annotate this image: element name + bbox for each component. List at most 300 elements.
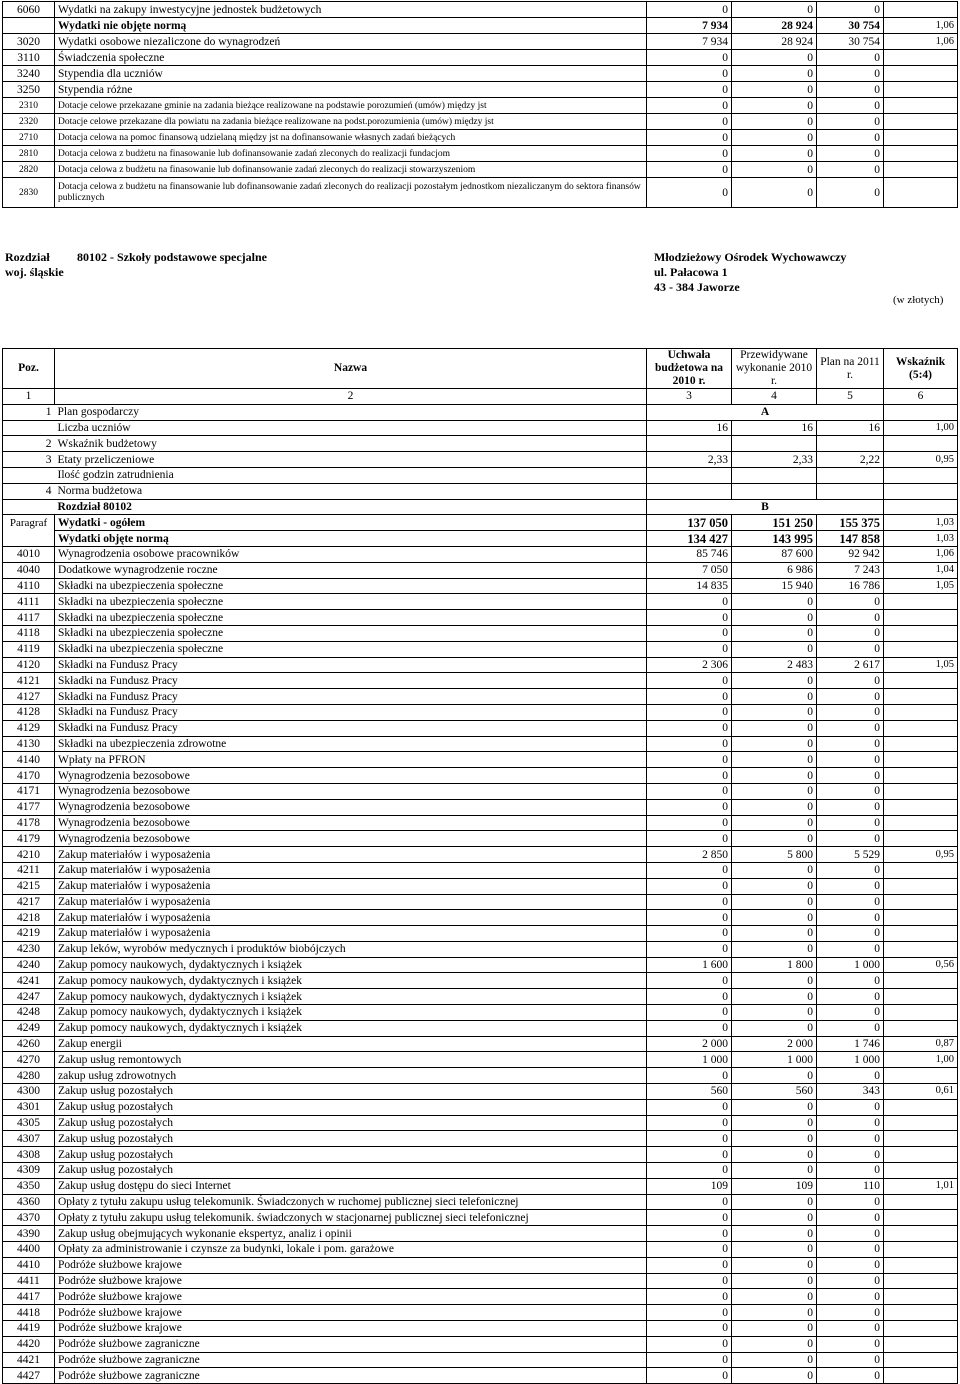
value-c5: 2,22	[817, 452, 884, 468]
row-name: Składki na ubezpieczenia społeczne	[55, 641, 647, 657]
value-c4: 0	[732, 878, 817, 894]
value-c3: 0	[647, 799, 732, 815]
value-c3: 0	[647, 130, 732, 146]
value-c4: 0	[732, 625, 817, 641]
row-name: Wynagrodzenia bezosobowe	[55, 815, 647, 831]
value-c4: 28 924	[732, 34, 817, 50]
value-c6	[884, 1352, 958, 1368]
paragraf-code: 4121	[3, 673, 55, 689]
value-c5	[817, 483, 884, 499]
value-c6	[884, 1257, 958, 1273]
value-c3: 0	[647, 704, 732, 720]
row-name: Podróże służbowe krajowe	[55, 1257, 647, 1273]
plan-row	[3, 483, 958, 499]
row-name: Podróże służbowe krajowe	[55, 1273, 647, 1289]
main-budget-table	[2, 348, 958, 1384]
position-number	[3, 420, 55, 436]
paragraf-code: 4215	[3, 878, 55, 894]
value-c3: 109	[647, 1178, 732, 1194]
row-name: Wynagrodzenia bezosobowe	[55, 799, 647, 815]
value-c5: 0	[817, 720, 884, 736]
row-name: Dotacja celowa na pomoc finansową udzielaną między jst na dofinansowanie własnych zadań bieżących	[55, 130, 647, 146]
paragraf-code: 4219	[3, 926, 55, 942]
value-c3: 0	[647, 1163, 732, 1179]
row-name: Podróże służbowe krajowe	[55, 1289, 647, 1305]
value-c6: 0,95	[884, 452, 958, 468]
value-c5: 0	[817, 926, 884, 942]
paragraf-code: 4211	[3, 862, 55, 878]
table-row	[3, 847, 958, 863]
value-c4: 0	[732, 941, 817, 957]
value-c6	[884, 973, 958, 989]
value-c5: 0	[817, 752, 884, 768]
value-c4: 0	[732, 894, 817, 910]
unit-street: ul. Pałacowa 1	[654, 265, 728, 279]
table-row	[3, 641, 958, 657]
value-c5: 0	[817, 1336, 884, 1352]
value-c6: 1,00	[884, 420, 958, 436]
value-c3: 0	[647, 50, 732, 66]
paragraf-code: 3020	[3, 34, 55, 50]
row-name: Podróże służbowe zagraniczne	[55, 1352, 647, 1368]
row-name: Opłaty z tytułu zakupu usług telekomunik. świadczonych w stacjonarnej publicznej sieci telefonicznej	[55, 1210, 647, 1226]
plan-row	[3, 467, 958, 483]
position-number: 3	[3, 452, 55, 468]
value-c6: 1,05	[884, 657, 958, 673]
value-c6	[884, 799, 958, 815]
paragraf-code: 4140	[3, 752, 55, 768]
value-c6	[884, 641, 958, 657]
empty-cell	[884, 404, 958, 420]
paragraf-code: 4177	[3, 799, 55, 815]
value-c5: 0	[817, 1305, 884, 1321]
value-c4: 2,33	[732, 452, 817, 468]
column-number: 2	[55, 389, 647, 405]
value-c3: 0	[647, 926, 732, 942]
value-c4: 0	[732, 1273, 817, 1289]
table-row	[3, 831, 958, 847]
table-row	[3, 783, 958, 799]
value-c5: 0	[817, 50, 884, 66]
value-c4: 0	[732, 1257, 817, 1273]
row-name: Składki na ubezpieczenia zdrowotne	[55, 736, 647, 752]
value-c5: 30 754	[817, 18, 884, 34]
row-name: Zakup usług pozostałych	[55, 1131, 647, 1147]
value-c6	[884, 1131, 958, 1147]
value-c3: 0	[647, 894, 732, 910]
value-c4: 143 995	[732, 531, 817, 547]
col-header-nazwa: Nazwa	[55, 349, 647, 389]
row-name: Wynagrodzenia bezosobowe	[55, 831, 647, 847]
value-c4: 0	[732, 1242, 817, 1258]
paragraf-code: 4417	[3, 1289, 55, 1305]
value-c6	[884, 1020, 958, 1036]
value-c6	[884, 1099, 958, 1115]
paragraf-code: 4308	[3, 1147, 55, 1163]
value-c6	[884, 1321, 958, 1337]
value-c3	[647, 467, 732, 483]
row-name: Wydatki nie objęte normą	[55, 18, 647, 34]
value-c3: 0	[647, 689, 732, 705]
table-row	[3, 704, 958, 720]
table-row	[3, 941, 958, 957]
value-c5: 0	[817, 1368, 884, 1384]
table-row	[3, 1147, 958, 1163]
summary-label: Wydatki objęte normą	[55, 531, 647, 547]
value-c6	[884, 114, 958, 130]
value-c3: 7 050	[647, 562, 732, 578]
value-c4: 0	[732, 673, 817, 689]
value-c3: 0	[647, 625, 732, 641]
value-c5: 0	[817, 736, 884, 752]
value-c4	[732, 467, 817, 483]
table-row	[3, 1305, 958, 1321]
table-row	[3, 1226, 958, 1242]
value-c5: 0	[817, 98, 884, 114]
paragraf-code: 4217	[3, 894, 55, 910]
value-c4: 0	[732, 66, 817, 82]
value-c3: 0	[647, 941, 732, 957]
plan-row	[3, 452, 958, 468]
value-c6: 0,95	[884, 847, 958, 863]
paragraf-code: 4120	[3, 657, 55, 673]
table-row	[3, 1020, 958, 1036]
value-c5: 0	[817, 1352, 884, 1368]
row-name: Zakup usług pozostałych	[55, 1163, 647, 1179]
table-row	[3, 34, 958, 50]
paragraf-code: 2820	[3, 162, 55, 178]
value-c4: 0	[732, 1068, 817, 1084]
value-c6	[884, 736, 958, 752]
value-c6	[884, 1242, 958, 1258]
paragraf-code: 4218	[3, 910, 55, 926]
row-name: Dotacja celowa z budżetu na finasowanie lub dofinansowanie zadań zleconych do realizacji stowarzyszeniom	[55, 162, 647, 178]
row-name: Wpłaty na PFRON	[55, 752, 647, 768]
value-c4: 0	[732, 1020, 817, 1036]
value-c6	[884, 82, 958, 98]
value-c4: 151 250	[732, 515, 817, 531]
row-name: Składki na ubezpieczenia społeczne	[55, 610, 647, 626]
table-row	[3, 1084, 958, 1100]
plan-row	[3, 499, 958, 515]
value-c5: 0	[817, 1257, 884, 1273]
value-c4: 0	[732, 926, 817, 942]
table-row	[3, 1115, 958, 1131]
value-c5: 0	[817, 1321, 884, 1337]
value-c3: 0	[647, 910, 732, 926]
table-row	[3, 1242, 958, 1258]
column-number: 3	[647, 389, 732, 405]
paragraf-code: 4248	[3, 1005, 55, 1021]
table-row	[3, 1210, 958, 1226]
value-c5: 0	[817, 1194, 884, 1210]
value-c4: 0	[732, 162, 817, 178]
row-name: Składki na ubezpieczenia społeczne	[55, 625, 647, 641]
value-c5: 0	[817, 641, 884, 657]
value-c5: 1 000	[817, 1052, 884, 1068]
value-c4: 0	[732, 1099, 817, 1115]
value-c3: 0	[647, 178, 732, 208]
value-c3: 0	[647, 1068, 732, 1084]
voivodeship: woj. śląskie	[5, 265, 64, 279]
value-c4: 6 986	[732, 562, 817, 578]
value-c6	[884, 926, 958, 942]
row-name: Zakup pomocy naukowych, dydaktycznych i książek	[55, 973, 647, 989]
value-c5: 0	[817, 146, 884, 162]
value-c6	[884, 783, 958, 799]
value-c3	[647, 483, 732, 499]
value-c5: 0	[817, 1226, 884, 1242]
row-name: Zakup materiałów i wyposażenia	[55, 847, 647, 863]
value-c6	[884, 483, 958, 499]
table-row	[3, 1336, 958, 1352]
value-c6	[884, 625, 958, 641]
paragraf-code: 2710	[3, 130, 55, 146]
value-c6	[884, 594, 958, 610]
value-c6	[884, 989, 958, 1005]
value-c4: 0	[732, 768, 817, 784]
row-name: Zakup materiałów i wyposażenia	[55, 878, 647, 894]
value-c5: 30 754	[817, 34, 884, 50]
value-c4	[732, 483, 817, 499]
paragraf-code: 4170	[3, 768, 55, 784]
table-row	[3, 1178, 958, 1194]
value-c4: 0	[732, 720, 817, 736]
paragraf-code: 4350	[3, 1178, 55, 1194]
row-name: Świadczenia społeczne	[55, 50, 647, 66]
table-row	[3, 50, 958, 66]
empty-cell	[884, 499, 958, 515]
value-c3: 2,33	[647, 452, 732, 468]
value-c5: 0	[817, 610, 884, 626]
value-c5: 0	[817, 973, 884, 989]
column-number-row	[3, 389, 958, 405]
col-header-poz: Poz.	[3, 349, 55, 389]
paragraf-code: 4305	[3, 1115, 55, 1131]
row-name: Stypendia różne	[55, 82, 647, 98]
table-row	[3, 130, 958, 146]
column-header-row	[3, 349, 958, 389]
value-c6: 1,06	[884, 18, 958, 34]
value-c3: 0	[647, 1194, 732, 1210]
row-name: Zakup materiałów i wyposażenia	[55, 910, 647, 926]
row-name: Zakup usług pozostałych	[55, 1147, 647, 1163]
paragraf-code: 4309	[3, 1163, 55, 1179]
row-name: Zakup materiałów i wyposażenia	[55, 926, 647, 942]
row-name: Zakup energii	[55, 1036, 647, 1052]
value-c4: 0	[732, 1194, 817, 1210]
paragraf-code: 4128	[3, 704, 55, 720]
value-c3: 0	[647, 82, 732, 98]
value-c5: 0	[817, 66, 884, 82]
value-c5: 0	[817, 1131, 884, 1147]
value-c4: 0	[732, 910, 817, 926]
value-c5: 0	[817, 2, 884, 18]
value-c5: 0	[817, 704, 884, 720]
table-row	[3, 926, 958, 942]
row-name: Zakup pomocy naukowych, dydaktycznych i książek	[55, 1020, 647, 1036]
paragraf-code: 4040	[3, 562, 55, 578]
value-c6	[884, 1163, 958, 1179]
value-c3: 0	[647, 114, 732, 130]
section-header	[5, 248, 955, 348]
value-c3: 0	[647, 1352, 732, 1368]
value-c3: 0	[647, 610, 732, 626]
unit-city: 43 - 384 Jaworze	[654, 280, 740, 294]
value-c6	[884, 941, 958, 957]
value-c3: 0	[647, 1020, 732, 1036]
value-c6	[884, 178, 958, 208]
value-c6	[884, 862, 958, 878]
column-number: 5	[817, 389, 884, 405]
value-c3: 14 835	[647, 578, 732, 594]
paragraf-code: 4421	[3, 1352, 55, 1368]
value-c3: 0	[647, 973, 732, 989]
table-row	[3, 625, 958, 641]
value-c6	[884, 1368, 958, 1384]
value-c6	[884, 673, 958, 689]
table-row	[3, 178, 958, 208]
value-c4: 5 800	[732, 847, 817, 863]
row-name: Dotacje celowe przekazane gminie na zadania bieżące realizowane na podstawie porozumień (umów) między jst	[55, 98, 647, 114]
paragraf-code: 4370	[3, 1210, 55, 1226]
paragraf-code: 4129	[3, 720, 55, 736]
value-c3: 0	[647, 2, 732, 18]
summary-row	[3, 515, 958, 531]
paragraf-code: 4117	[3, 610, 55, 626]
row-name: Składki na Fundusz Pracy	[55, 657, 647, 673]
value-c4: 1 000	[732, 1052, 817, 1068]
value-c6: 1,05	[884, 578, 958, 594]
paragraf-code: 4410	[3, 1257, 55, 1273]
value-c5: 343	[817, 1084, 884, 1100]
row-name: Podróże służbowe zagraniczne	[55, 1336, 647, 1352]
paragraf-code: 4390	[3, 1226, 55, 1242]
row-name: Zakup pomocy naukowych, dydaktycznych i książek	[55, 989, 647, 1005]
value-c4: 0	[732, 1163, 817, 1179]
col-header-przewidywane: Przewidywane wykonanie 2010 r.	[732, 349, 817, 389]
value-c4: 28 924	[732, 18, 817, 34]
value-c6	[884, 1210, 958, 1226]
value-c4: 0	[732, 130, 817, 146]
value-c6	[884, 66, 958, 82]
paragraf-code: 2830	[3, 178, 55, 208]
value-c6	[884, 1336, 958, 1352]
table-row	[3, 910, 958, 926]
value-c3: 0	[647, 98, 732, 114]
value-c3: 0	[647, 673, 732, 689]
paragraf-code: 4241	[3, 973, 55, 989]
value-c3: 7 934	[647, 18, 732, 34]
paragraf-code: 4249	[3, 1020, 55, 1036]
value-c3: 0	[647, 162, 732, 178]
row-name: Podróże służbowe zagraniczne	[55, 1368, 647, 1384]
table-row	[3, 673, 958, 689]
table-row	[3, 894, 958, 910]
plan-label: Rozdział 80102	[55, 499, 647, 515]
position-number: 4	[3, 483, 55, 499]
paragraf-code: 4280	[3, 1068, 55, 1084]
value-c3: 0	[647, 1321, 732, 1337]
value-c4: 0	[732, 1115, 817, 1131]
table-row	[3, 1052, 958, 1068]
value-c5: 0	[817, 783, 884, 799]
value-c6	[884, 98, 958, 114]
value-c4: 0	[732, 1226, 817, 1242]
position-number: 2	[3, 436, 55, 452]
value-c6: 1,00	[884, 1052, 958, 1068]
paragraf-code: 3240	[3, 66, 55, 82]
table-row	[3, 146, 958, 162]
paragraf-code: 4247	[3, 989, 55, 1005]
value-c4: 1 800	[732, 957, 817, 973]
table-row	[3, 878, 958, 894]
value-c6	[884, 1005, 958, 1021]
table-row	[3, 546, 958, 562]
value-c6: 1,06	[884, 34, 958, 50]
table-row	[3, 98, 958, 114]
table-row	[3, 1005, 958, 1021]
value-c4: 0	[732, 641, 817, 657]
table-row	[3, 1131, 958, 1147]
value-c6	[884, 768, 958, 784]
value-c3: 0	[647, 1099, 732, 1115]
value-c4: 0	[732, 783, 817, 799]
summary-row	[3, 531, 958, 547]
value-c3: 0	[647, 1273, 732, 1289]
section-letter: A	[647, 404, 884, 420]
value-c4: 0	[732, 594, 817, 610]
value-c3	[647, 436, 732, 452]
value-c6	[884, 1226, 958, 1242]
value-c5	[817, 467, 884, 483]
table-row	[3, 720, 958, 736]
value-c6	[884, 467, 958, 483]
value-c4: 0	[732, 1005, 817, 1021]
row-name: Opłaty za administrowanie i czynsze za budynki, lokale i pom. garażowe	[55, 1242, 647, 1258]
paragraf-code: 4171	[3, 783, 55, 799]
value-c3: 0	[647, 752, 732, 768]
value-c5: 0	[817, 878, 884, 894]
value-c3: 137 050	[647, 515, 732, 531]
row-name: Wynagrodzenia osobowe pracowników	[55, 546, 647, 562]
value-c4: 0	[732, 82, 817, 98]
plan-label: Etaty przeliczeniowe	[55, 452, 647, 468]
value-c5: 0	[817, 941, 884, 957]
value-c4: 0	[732, 50, 817, 66]
value-c5: 0	[817, 1068, 884, 1084]
row-name: Zakup materiałów i wyposażenia	[55, 894, 647, 910]
value-c6	[884, 1273, 958, 1289]
row-name: Składki na ubezpieczenia społeczne	[55, 594, 647, 610]
table-row	[3, 799, 958, 815]
value-c6: 0,61	[884, 1084, 958, 1100]
value-c3: 0	[647, 1115, 732, 1131]
table-row	[3, 657, 958, 673]
value-c5: 16	[817, 420, 884, 436]
value-c5: 0	[817, 768, 884, 784]
value-c5: 0	[817, 689, 884, 705]
paragraf-code: 2310	[3, 98, 55, 114]
value-c4: 0	[732, 178, 817, 208]
paragraf-code: 4301	[3, 1099, 55, 1115]
table-row	[3, 66, 958, 82]
paragraf-code: 4118	[3, 625, 55, 641]
value-c4: 0	[732, 704, 817, 720]
value-c3: 560	[647, 1084, 732, 1100]
value-c6	[884, 436, 958, 452]
value-c5: 0	[817, 1147, 884, 1163]
